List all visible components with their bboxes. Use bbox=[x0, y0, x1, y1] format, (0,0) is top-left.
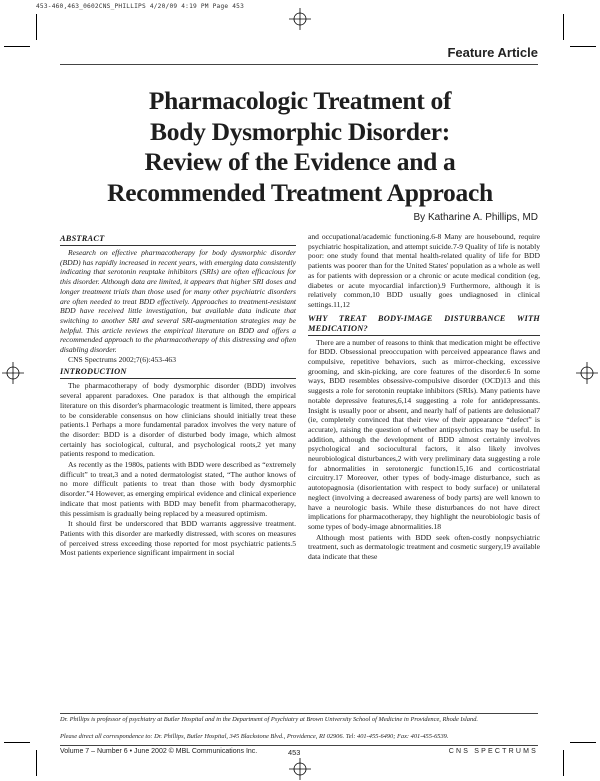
footnote-rule bbox=[60, 713, 538, 714]
crop-mark-br-h bbox=[570, 742, 596, 743]
section-label: Feature Article bbox=[447, 45, 538, 60]
header-rule bbox=[60, 64, 538, 65]
registration-mark-left-icon bbox=[2, 362, 24, 384]
journal-name: CNS SPECTRUMS bbox=[448, 748, 538, 755]
print-slug: 453-460,463_0602CNS_PHILLIPS 4/20/09 4:19 PM Page 453 bbox=[36, 3, 245, 10]
body-paragraph: It should first be underscored that BDD warrants aggressive treatment. Patients with this disorder are markedly distressed, with scores on measures of perceived stress exceeding those reported for most psychiatric patients.5 Most patients experience significant impairment in social bbox=[60, 519, 296, 558]
registration-mark-bottom-icon bbox=[289, 758, 311, 780]
page-number: 453 bbox=[288, 748, 301, 757]
body-paragraph: and occupational/academic functioning.6-8 Many are housebound, require psychiatric hospitalization, and attempt suicide.7-9 Quality of life is notably poor: one study found that mental health-related quality of life for BDD patients was poorer than for the United States' population as a whole as well as for patients with depression or a chronic or acute medical condition (eg, diabetes or acute myocardial infarction).9 Furthermore, although it is relatively common,10 BDD usually goes undiagnosed in clinical settings.11,12 bbox=[308, 232, 540, 309]
title-line: Pharmacologic Treatment of bbox=[148, 86, 452, 115]
footer-rule bbox=[60, 745, 538, 746]
title-line: Review of the Evidence and a bbox=[144, 147, 456, 176]
abstract-text: Research on effective pharmacotherapy for body dysmorphic disorder (BDD) has rapidly increased in recent years, with emerging data consistently indicating that serotonin reuptake inhibitors (SRIs) are often efficacious for this disorder. Although data are limited, it appears that higher SRI doses and longer treatment trials than those used for many other psychiatric disorders are often needed to treat BDD effectively. Approaches to treatment-resistant BDD have received little investigation, but available data indicate that switching to another SRI and several SRI-augmentation strategies may be helpful. This article reviews the empirical literature on BDD and offers a recommended approach to the pharmacotherapy of this distressing and often disabling disorder. bbox=[60, 248, 296, 355]
crop-mark-bl-v bbox=[36, 750, 37, 776]
title-line: Recommended Treatment Approach bbox=[107, 177, 493, 207]
left-column bbox=[60, 232, 296, 559]
body-paragraph: As recently as the 1980s, patients with BDD were described as “extremely difficult” to treat,3 and a noted dermatologist stated, “The author knows of no more difficult patients to treat than those with body dysmorphic disorder.”4 However, as emerging empirical evidence and clinical experience indicate that most patients with BDD may benefit from pharmacotherapy, this pessimism is gradually being replaced by a measured optimism. bbox=[60, 460, 296, 518]
title-line: Body Dysmorphic Disorder: bbox=[150, 116, 450, 146]
correspondence-footnote: Please direct all correspondence to: Dr. Phillips, Butler Hospital, 345 Blackstone Blvd., Providence, RI 02906. Tel: 401-455-6490; Fax: 401-455-6539. bbox=[60, 733, 449, 740]
why-treat-heading: WHY TREAT BODY-IMAGE DISTURBANCE WITH MEDICATION? bbox=[308, 314, 540, 336]
introduction-heading: INTRODUCTION bbox=[60, 367, 296, 379]
author-affiliation-footnote: Dr. Phillips is professor of psychiatry at Butler Hospital and in the Department of Psychiatry at Brown University School of Medicine in Providence, Rhode Island. bbox=[60, 716, 478, 723]
crop-mark-tr-v bbox=[563, 14, 564, 40]
body-paragraph: The pharmacotherapy of body dysmorphic disorder (BDD) involves several apparent paradoxes. One paradox is that although the empirical literature on this disorder's pharmacologic treatment is limited, there appears to be considerable consensus on how clinicians should initially treat these patients.1 Perhaps a more fundamental paradox involves the very nature of the disorder: BDD is a disorder of disturbed body image, which almost certainly has sociological, cultural, and psychological roots,2 yet many patients respond to medication. bbox=[60, 381, 296, 459]
crop-mark-tl-h bbox=[4, 46, 30, 47]
abstract-citation: CNS Spectrums 2002;7(6):453-463 bbox=[68, 354, 176, 364]
issue-info: Volume 7 – Number 6 • June 2002 © MBL Communications Inc. bbox=[60, 748, 258, 755]
registration-mark-right-icon bbox=[576, 362, 598, 384]
crop-mark-bl-h bbox=[4, 742, 30, 743]
crop-mark-tl-v bbox=[36, 14, 37, 40]
registration-mark-top-icon bbox=[289, 8, 311, 30]
crop-mark-br-v bbox=[563, 750, 564, 776]
body-paragraph: There are a number of reasons to think that medication might be effective for BDD. Obsessional preoccupation with perceived appearance flaws and compulsive, repetitive behaviors, such as mirror-checking, excessive grooming, and skin-picking, are core features of the disorder.6 In some ways, BDD resembles obsessive-compulsive disorder (OCD)13 and this suggests a role for serotonin reuptake inhibitors (SRIs). Many patients have notable depressive features,6,14 suggesting a role for antidepressants. Insight is usually poor or absent, and nearly half of patients are delusional7 (ie, completely convinced that their view of their appearance “defect” is accurate), raising the question of whether antipsychotics may be useful. In addition, although the development of BDD almost certainly involves psychological and sociocultural factors, it also likely involves neurobiological disturbances,2 with very preliminary data suggesting a role for abnormalities in serotonergic function15,16 and corticostriatal circuitry.17 Moreover, other types of body-image disturbance, such as autotopagnosia (disorientation with respect to body surface) or unilateral neglect (involving a decreased awareness of body parts) are well known to have a neurologic basis. While these disturbances do not have direct implications for pharmacotherapy, they highlight the neurobiologic basis of some types of body-image abnormalities.18 bbox=[308, 337, 540, 531]
crop-mark-tr-h bbox=[570, 46, 596, 47]
abstract-heading: ABSTRACT bbox=[60, 234, 296, 246]
author-byline: By Katharine A. Phillips, MD bbox=[413, 212, 538, 223]
body-paragraph: Although most patients with BDD seek often-costly nonpsychiatric treatment, such as dermatologic treatment and cosmetic surgery,19 available data indicate that these bbox=[308, 532, 540, 562]
right-column bbox=[308, 232, 540, 563]
article-title bbox=[60, 86, 540, 208]
